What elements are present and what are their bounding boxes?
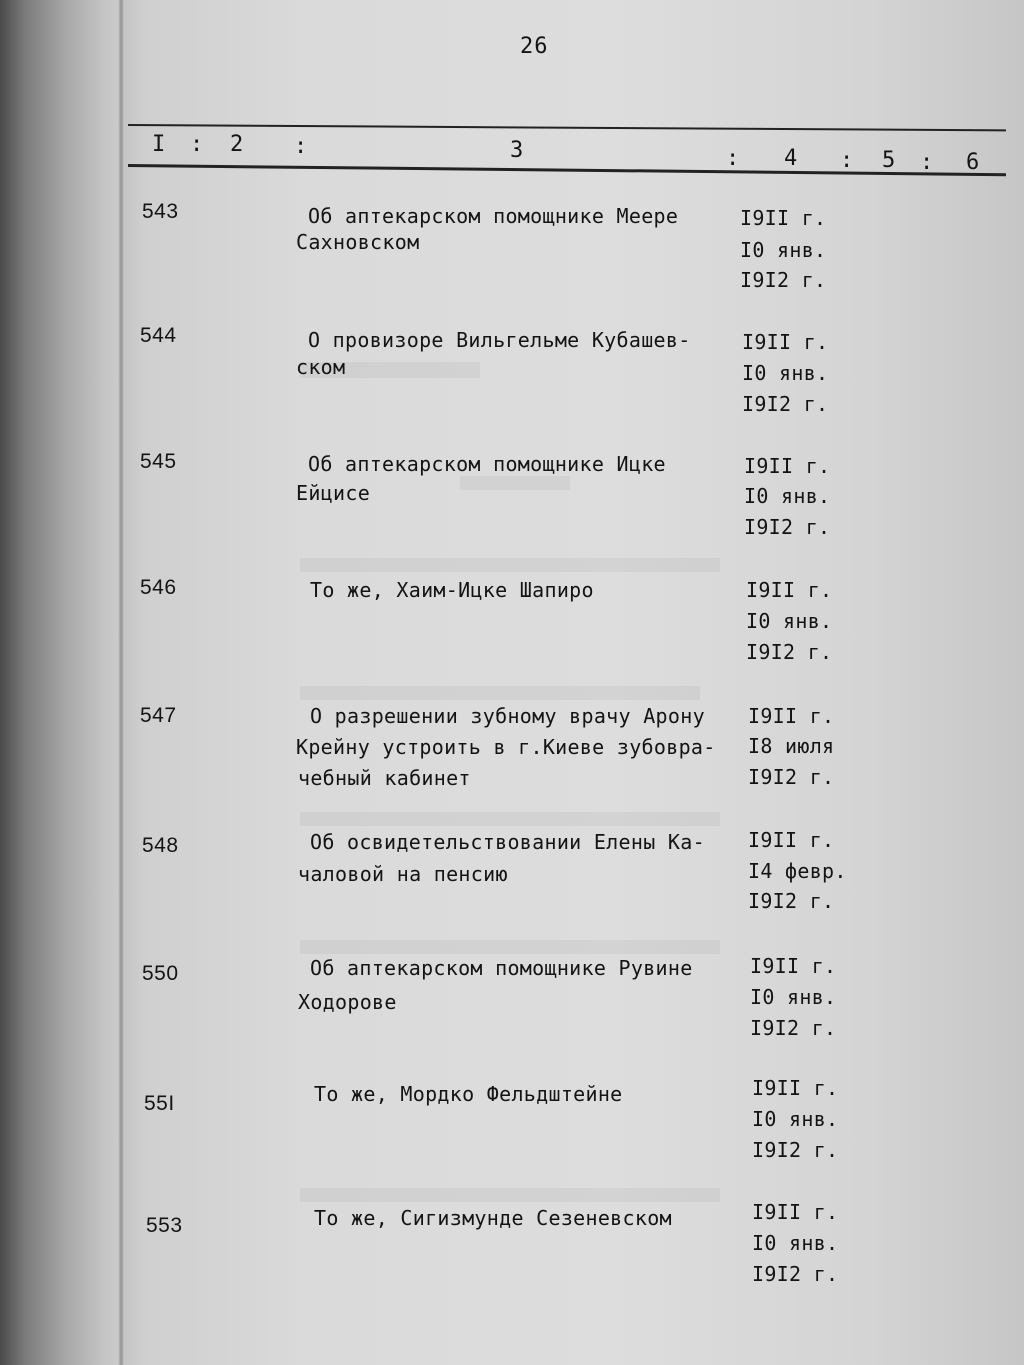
entry-title-line: Об аптекарском помощнике Меере [308, 204, 679, 228]
entry-title-line: Об аптекарском помощнике Ицке [308, 452, 666, 476]
column-header-3: 3 [510, 138, 524, 163]
entry-title-line: То же, Мордко Фельдштейне [314, 1082, 623, 1106]
column-separator: : [190, 132, 204, 157]
entry-date-line: I8 июля [748, 734, 835, 758]
page-number: 26 [520, 34, 549, 59]
entry-title-line: Сахновском [296, 230, 420, 254]
column-header-6: 6 [966, 150, 980, 175]
column-separator: : [294, 134, 308, 159]
entry-number: 548 [142, 834, 179, 857]
column-separator: : [726, 146, 740, 171]
entry-title-line: То же, Сигизмунде Сезеневском [314, 1206, 672, 1230]
entry-date-line: I0 янв. [746, 609, 833, 633]
entry-date-line: I0 янв. [752, 1231, 839, 1255]
entry-date-line: I9II г. [740, 206, 827, 230]
entry-title-line: Об аптекарском помощнике Рувине [310, 956, 693, 980]
header-rule-bottom [128, 164, 1006, 176]
entry-number: 547 [140, 704, 177, 727]
entry-title-line: Крейну устроить в г.Киеве зубовра- [296, 735, 716, 759]
entry-date-line: I9II г. [744, 454, 831, 478]
entry-number: 546 [140, 576, 177, 599]
entry-date-line: I9I2 г. [750, 1016, 837, 1040]
entry-date-line: I9I2 г. [748, 765, 835, 789]
column-header-2: 2 [230, 132, 244, 157]
entry-date-line: I9I2 г. [752, 1138, 839, 1162]
entry-date-line: I0 янв. [750, 985, 837, 1009]
entry-number: 544 [140, 324, 177, 347]
entry-date-line: I9II г. [742, 330, 829, 354]
entry-date-line: I0 янв. [740, 238, 827, 262]
entry-date-line: I9II г. [750, 954, 837, 978]
entry-date-line: I9I2 г. [740, 268, 827, 292]
entry-date-line: I0 янв. [744, 484, 831, 508]
entry-date-line: I9II г. [752, 1076, 839, 1100]
entry-date-line: I9II г. [746, 578, 833, 602]
entry-title-line: О разрешении зубному врачу Арону [310, 704, 705, 728]
entry-title-line: чебный кабинет [298, 766, 471, 790]
entry-title-line: О провизоре Вильгельме Кубашев- [308, 328, 691, 352]
entry-title-line: Об освидетельствовании Елены Ка- [310, 830, 705, 854]
column-separator: : [920, 150, 934, 175]
entry-title-line: чаловой на пенсию [298, 862, 508, 886]
entry-date-line: I0 янв. [752, 1107, 839, 1131]
entry-date-line: I9I2 г. [746, 640, 833, 664]
entry-date-line: I9I2 г. [752, 1262, 839, 1286]
entry-date-line: I0 янв. [742, 361, 829, 385]
entry-number: 553 [146, 1214, 183, 1237]
entry-date-line: I9I2 г. [742, 392, 829, 416]
entry-date-line: I9II г. [748, 704, 835, 728]
entry-date-line: I4 февр. [748, 859, 847, 883]
column-separator: : [840, 148, 854, 173]
entry-date-line: I9I2 г. [748, 889, 835, 913]
entry-number: 550 [142, 962, 179, 985]
entry-number: 545 [140, 450, 177, 473]
entry-title-line: Ходорове [298, 990, 397, 1014]
entry-number: 55I [144, 1092, 175, 1115]
column-header-5: 5 [882, 148, 896, 173]
entry-date-line: I9II г. [748, 828, 835, 852]
header-rule-top [128, 124, 1006, 131]
entry-title-line: То же, Хаим-Ицке Шапиро [310, 578, 594, 602]
entry-number: 543 [142, 200, 179, 223]
page-fold [118, 0, 124, 1365]
entry-date-line: I9I2 г. [744, 515, 831, 539]
column-header-1: I [152, 132, 166, 157]
entry-date-line: I9II г. [752, 1200, 839, 1224]
entry-title-line: Ейцисе [296, 481, 371, 505]
column-header-4: 4 [784, 146, 798, 171]
entry-title-line: ском [296, 355, 346, 379]
binding-gutter [0, 0, 122, 1365]
